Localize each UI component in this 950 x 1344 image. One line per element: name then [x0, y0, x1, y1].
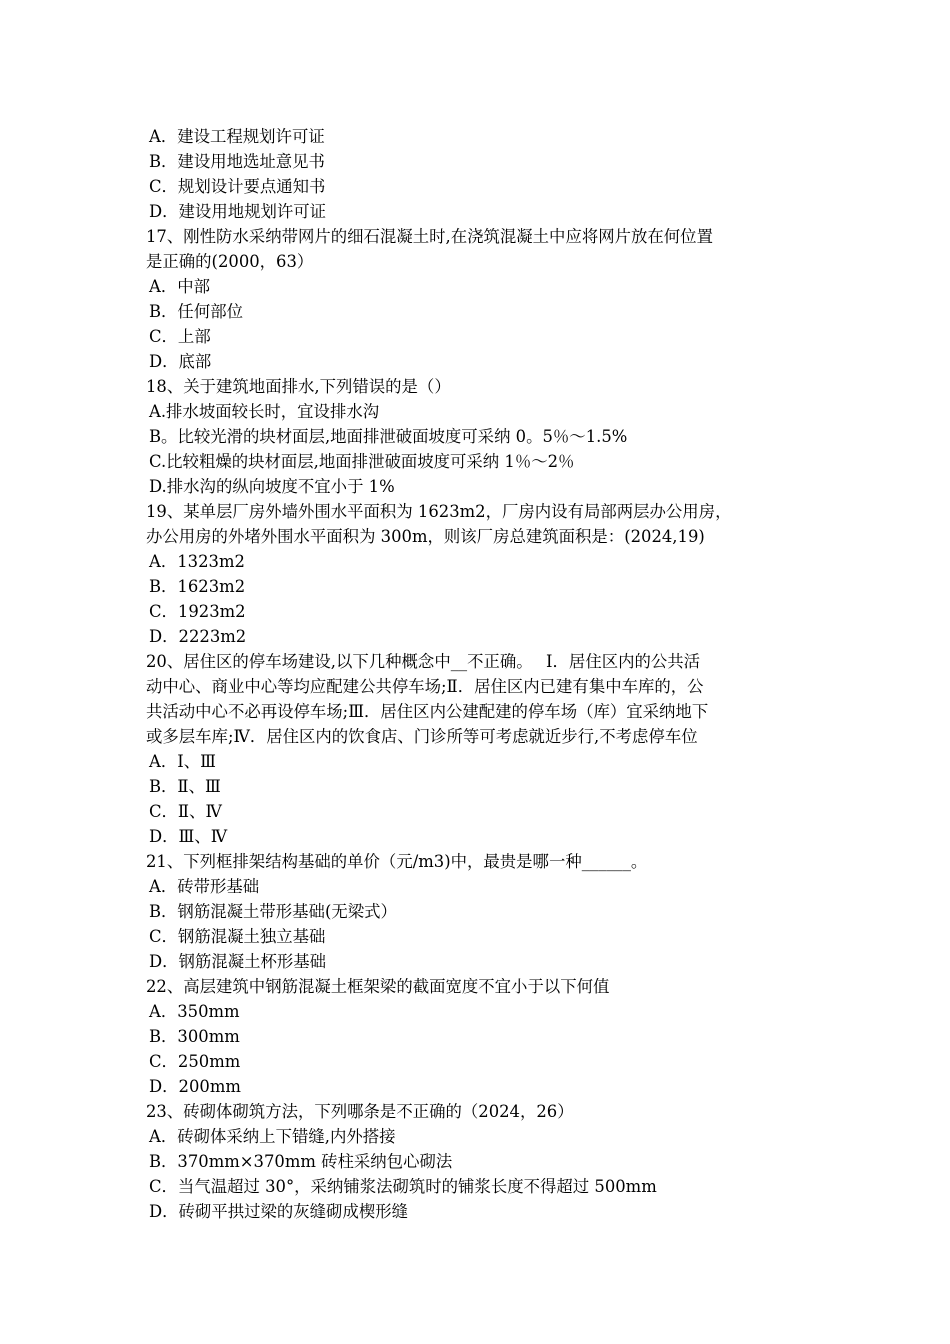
option-text: D．2223m2 — [149, 627, 247, 646]
option-text: D.排水沟的纵向坡度不宜小于 1% — [149, 477, 395, 496]
question-text: 19、某单层厂房外墙外围水平面积为 1623m2，厂房内设有局部两层办公用房， — [146, 502, 732, 521]
option-text: A．中部 — [149, 277, 211, 296]
option-text: A．建设工程规划许可证 — [149, 127, 325, 146]
question-text: 或多层车库;Ⅳ．居住区内的饮食店、门诊所等可考虑就近步行,不考虑停车位 — [146, 727, 698, 746]
option-text: A．砖带形基础 — [149, 877, 260, 896]
question-text: 20、居住区的停车场建设,以下几种概念中__不正确。 Ⅰ．居住区内的公共活 — [146, 652, 701, 671]
option-text: B．300mm — [149, 1027, 240, 1046]
option-text: D．Ⅲ、Ⅳ — [149, 827, 228, 846]
question-text: 17、刚性防水采纳带网片的细石混凝土时,在浇筑混凝土中应将网片放在何位置 — [146, 227, 713, 246]
option-text: C．上部 — [149, 327, 211, 346]
question-text: 18、关于建筑地面排水,下列错误的是（） — [146, 377, 451, 396]
option-text: A．Ⅰ、Ⅲ — [149, 752, 216, 771]
question-text: 23、砖砌体砌筑方法，下列哪条是不正确的（2024，26） — [146, 1102, 574, 1121]
option-text: D．200mm — [149, 1077, 241, 1096]
option-text: C．钢筋混凝土独立基础 — [149, 927, 326, 946]
option-text: A．砖砌体采纳上下错缝,内外搭接 — [149, 1127, 396, 1146]
option-text: B．1623m2 — [149, 577, 246, 596]
document-page — [146, 124, 808, 1224]
option-text: B．建设用地选址意见书 — [149, 152, 325, 171]
option-text: C.比较粗燥的块材面层,地面排泄破面坡度可采纳 1％～2％ — [149, 452, 575, 471]
option-text: D．钢筋混凝土杯形基础 — [149, 952, 327, 971]
option-text: C．250mm — [149, 1052, 241, 1071]
question-text: 21、下列框排架结构基础的单价（元/m3)中，最贵是哪一种______。 — [146, 852, 648, 871]
option-text: B。比较光滑的块材面层,地面排泄破面坡度可采纳 0。5％～1.5% — [149, 427, 628, 446]
option-text: B．Ⅱ、Ⅲ — [149, 777, 221, 796]
question-text: 共活动中心不必再设停车场;Ⅲ．居住区内公建配建的停车场（库）宜采纳地下 — [146, 702, 709, 721]
option-text: B．任何部位 — [149, 302, 243, 321]
option-text: A．1323m2 — [149, 552, 245, 571]
option-text: D．砖砌平拱过梁的灰缝砌成楔形缝 — [149, 1202, 408, 1221]
option-text: B．钢筋混凝土带形基础(无梁式） — [149, 902, 397, 921]
option-text: C．当气温超过 30°，采纳铺浆法砌筑时的铺浆长度不得超过 500mm — [149, 1177, 657, 1196]
option-text: D．底部 — [149, 352, 212, 371]
option-text: A.排水坡面较长时，宜设排水沟 — [149, 402, 380, 421]
question-text: 22、高层建筑中钢筋混凝土框架梁的截面宽度不宜小于以下何值 — [146, 977, 610, 996]
option-text: B．370mm×370mm 砖柱采纳包心砌法 — [149, 1152, 453, 1171]
option-text: C．规划设计要点通知书 — [149, 177, 326, 196]
option-text: C．Ⅱ、Ⅳ — [149, 802, 222, 821]
question-text: 是正确的(2000，63） — [146, 252, 314, 271]
option-text: A．350mm — [149, 1002, 240, 1021]
option-text: C．1923m2 — [149, 602, 246, 621]
option-text: D．建设用地规划许可证 — [149, 202, 327, 221]
question-text: 动中心、商业中心等均应配建公共停车场;Ⅱ．居住区内已建有集中车库的，公 — [146, 677, 704, 696]
question-text: 办公用房的外堵外围水平面积为 300m，则该厂房总建筑面积是：(2024,19) — [146, 527, 705, 546]
